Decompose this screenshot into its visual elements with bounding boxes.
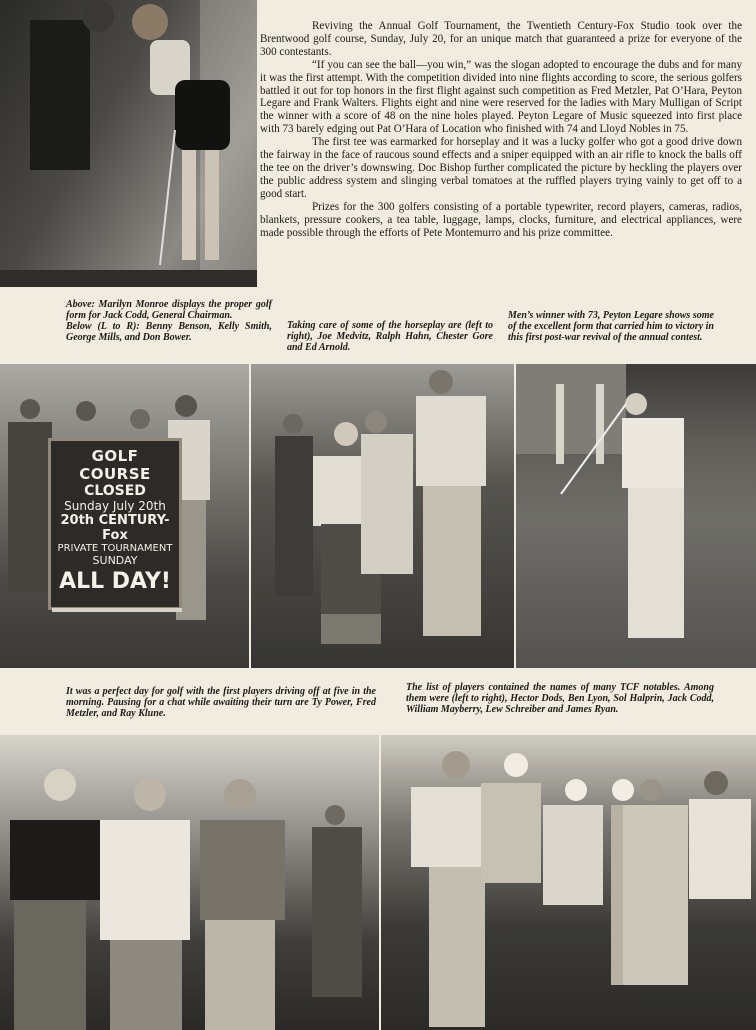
article-body [260, 20, 742, 239]
sign-line: SUNDAY [92, 554, 138, 567]
photo-illustration [0, 735, 379, 1030]
photo-illustration [381, 735, 756, 1030]
article-paragraph: Reviving the Annual Golf Tournament, the Twentieth Century-Fox Studio took over the Brentwood golf course, Sunday, July 20, for an unique match that guaranteed a prize for everyone of the 300 contestants. [260, 20, 742, 58]
sign-line: Sunday July 20th [64, 499, 166, 513]
sign-line: CLOSED [84, 483, 146, 499]
caption-perfect-day [66, 686, 376, 719]
photo-marilyn-monroe [0, 0, 257, 287]
caption-below-row-text: Below (L to R): Benny Benson, Kelly Smith, George Mills, and Don Bower. [66, 321, 272, 343]
photo-winner-swing [516, 364, 756, 668]
sign-line: ALL DAY! [59, 569, 171, 594]
caption-horseplay-text: Taking care of some of the horseplay are (left to right), Joe Medvitz, Ralph Hahn, Chester Gore and Ed Arnold. [287, 320, 493, 353]
sign-line: PRIVATE TOURNAMENT [57, 543, 173, 554]
caption-horseplay [287, 320, 493, 353]
sign-stand [52, 608, 182, 634]
sign-line: GOLF COURSE [79, 447, 151, 483]
caption-winner [508, 310, 714, 343]
caption-perfect-day-text: It was a perfect day for golf with the first players driving off at five in the morning. Pausing for a chat while awaiting their turn are Ty Power, Fred Metzler, and Ray Klune. [66, 686, 376, 719]
article-paragraph: “If you can see the ball—you win,” was the slogan adopted to encourage the dubs and for many it was the first attempt. With the competition divided into nine flights according to score, the serious golfers battled it out for top honors in the first flight against such competition as Fred Metzler, Pat O’Hara, Peyton Legare and Frank Walters. Flights eight and nine were reserved for the ladies with Mary Mulligan of Script the winner with a score of 48 on the nine holes played. Peyton Legare of Music squeezed into first place with 73 barely edging out Pat O’Hara of Location who finished with 74 and Lloyd Nobles in 75. [260, 58, 742, 136]
photo-waiting-players [0, 735, 379, 1030]
photo-illustration [516, 364, 756, 668]
article-paragraph: Prizes for the 300 golfers consisting of a portable typewriter, record players, cameras, radios, blankets, pressure cookers, a tea table, luggage, lamps, clocks, furniture, and electrical appliances, were made possible through the efforts of Pete Montemurro and his prize committee. [260, 200, 742, 239]
closed-sign [48, 438, 182, 610]
caption-winner-text: Men’s winner with 73, Peyton Legare shows some of the excellent form that carried him to victory in this first post-war revival of the annual contest. [508, 310, 714, 343]
photo-tcf-notables [381, 735, 756, 1030]
caption-marilyn [66, 299, 272, 343]
caption-players-list [406, 682, 714, 715]
photo-horseplay-group [251, 364, 514, 668]
photo-illustration [251, 364, 514, 668]
article-paragraph: The first tee was earmarked for horseplay and it was a lucky golfer who got a good drive down the fairway in the face of raucous sound effects and a sniper equipped with an air rifle to knock the balls off the tee on the driver’s downswing. Doc Bishop further complicated the picture by heckling the players over the public address system and slinging verbal tomatoes at the ruffled players trying vainly to get off to a good start. [260, 136, 742, 200]
photo-illustration [0, 0, 257, 287]
sign-line: 20th CENTURY-Fox [60, 513, 170, 543]
caption-marilyn-text: Above: Marilyn Monroe displays the proper golf form for Jack Codd, General Chairman. [66, 299, 272, 321]
caption-players-list-text: The list of players contained the names of many TCF notables. Among them were (left to right), Hector Dods, Ben Lyon, Sol Halprin, Jack Codd, William Mayberry, Lew Schreiber and James Ryan. [406, 682, 714, 715]
